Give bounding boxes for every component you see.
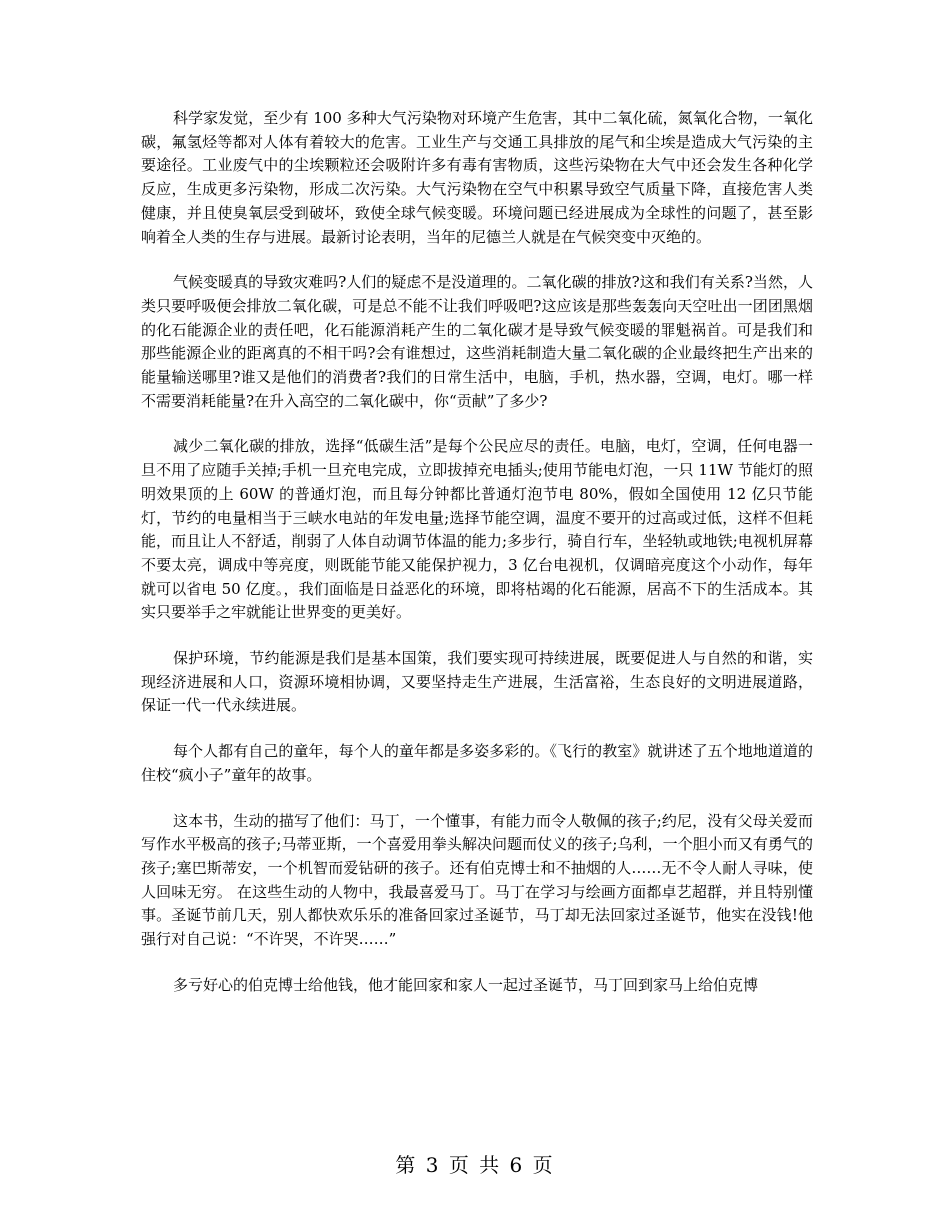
paragraph-childhood: 每个人都有自己的童年，每个人的童年都是多姿多彩的。《飞行的教室》就讲述了五个地地道道的住校“疯小子”童年的故事。 <box>141 742 813 784</box>
paragraph-doctor-bok: 多亏好心的伯克博士给他钱，他才能回家和家人一起过圣诞节，马丁回到家马上给伯克博 <box>173 975 759 994</box>
paragraph-climate-warming: 气候变暖真的导致灾难吗?人们的疑虑不是没道理的。二氧化碳的排放?这和我们有关系?当然，人类只要呼吸便会排放二氧化碳，可是总不能不让我们呼吸吧?这应该是那些轰轰向天空吐出一团团黑烟的化石能源企业的责任吧，化石能源消耗产生的二氧化碳才是导致气候变暖的罪魁祸首。可是我们和那些能源企业的距离真的不相干吗?会有谁想过，这些消耗制造大量二氧化碳的企业最终把生产出来的能量输送哪里?谁又是他们的消费者?我们的日常生活中，电脑，手机，热水器，空调，电灯。哪一样不需要消耗能量?在升入高空的二氧化碳中，你“贡献”了多少? <box>141 273 813 410</box>
paragraph-air-pollution: 科学家发觉，至少有 100 多种大气污染物对环境产生危害，其中二氧化硫，氮氧化合物，一氧化碳，氟氢烃等都对人体有着较大的危害。工业生产与交通工具排放的尾气和尘埃是造成大气污染的主要途径。工业废气中的尘埃颗粒还会吸附许多有毒有害物质，这些污染物在大气中还会发生各种化学反应，生成更多污染物，形成二次污染。大气污染物在空气中积累导致空气质量下降，直接危害人类健康，并且使臭氧层受到破坏，致使全球气候变暖。环境问题已经进展成为全球性的问题了，甚至影响着全人类的生存与进展。最新讨论表明，当年的尼德兰人就是在气候突变中灭绝的。 <box>141 109 813 246</box>
page-number-footer: 第 3 页 共 6 页 <box>395 1153 555 1177</box>
document-body <box>141 107 813 1020</box>
paragraph-environmental-policy: 保护环境，节约能源是我们是基本国策，我们要实现可持续进展，既要促进人与自然的和谐，实现经济进展和人口，资源环境相协调，又要坚持走生产进展，生活富裕，生态良好的文明进展道路，保证一代一代永续进展。 <box>141 649 813 715</box>
paragraph-book-characters: 这本书，生动的描写了他们：马丁，一个懂事，有能力而令人敬佩的孩子;约尼，没有父母关爱而写作水平极高的孩子;马蒂亚斯，一个喜爱用拳头解决问题而仗义的孩子;乌利，一个胆小而又有勇气的孩子;塞巴斯蒂安，一个机智而爱钻研的孩子。还有伯克博士和不抽烟的人……无不令人耐人寻味，使人回味无穷。 在这些生动的人物中，我最喜爱马丁。马丁在学习与绘画方面都卓艺超群，并且特别懂事。圣诞节前几天，别人都快欢乐乐的准备回家过圣诞节，马丁却无法回家过圣诞节，他实在没钱!他强行对自己说：“不许哭，不许哭……” <box>141 811 813 949</box>
paragraph-low-carbon-life: 减少二氧化碳的排放，选择“低碳生活”是每个公民应尽的责任。电脑，电灯，空调，任何电器一旦不用了应随手关掉;手机一旦充电完成，立即拔掉充电插头;使用节能电灯泡，一只 11W 节能灯的照明效果顶的上 60W 的普通灯泡，而且每分钟都比普通灯泡节电 80%，假如全国使用 12 亿只节能灯，节约的电量相当于三峡水电站的年发电量;选择节能空调，温度不要开的过高或过低，这样不但耗能，而且让人不舒适，削弱了人体自动调节体温的能力;多步行，骑自行车，坐轻轨或地铁;电视机屏幕不要太亮，调成中等亮度，则既能节能又能保护视力，3 亿台电视机，仅调暗亮度这个小动作，每年就可以省电 50 亿度。，我们面临是日益恶化的环境，即将枯竭的化石能源，居高不下的生活成本。其实只要举手之牢就能让世界变的更美好。 <box>141 437 813 622</box>
